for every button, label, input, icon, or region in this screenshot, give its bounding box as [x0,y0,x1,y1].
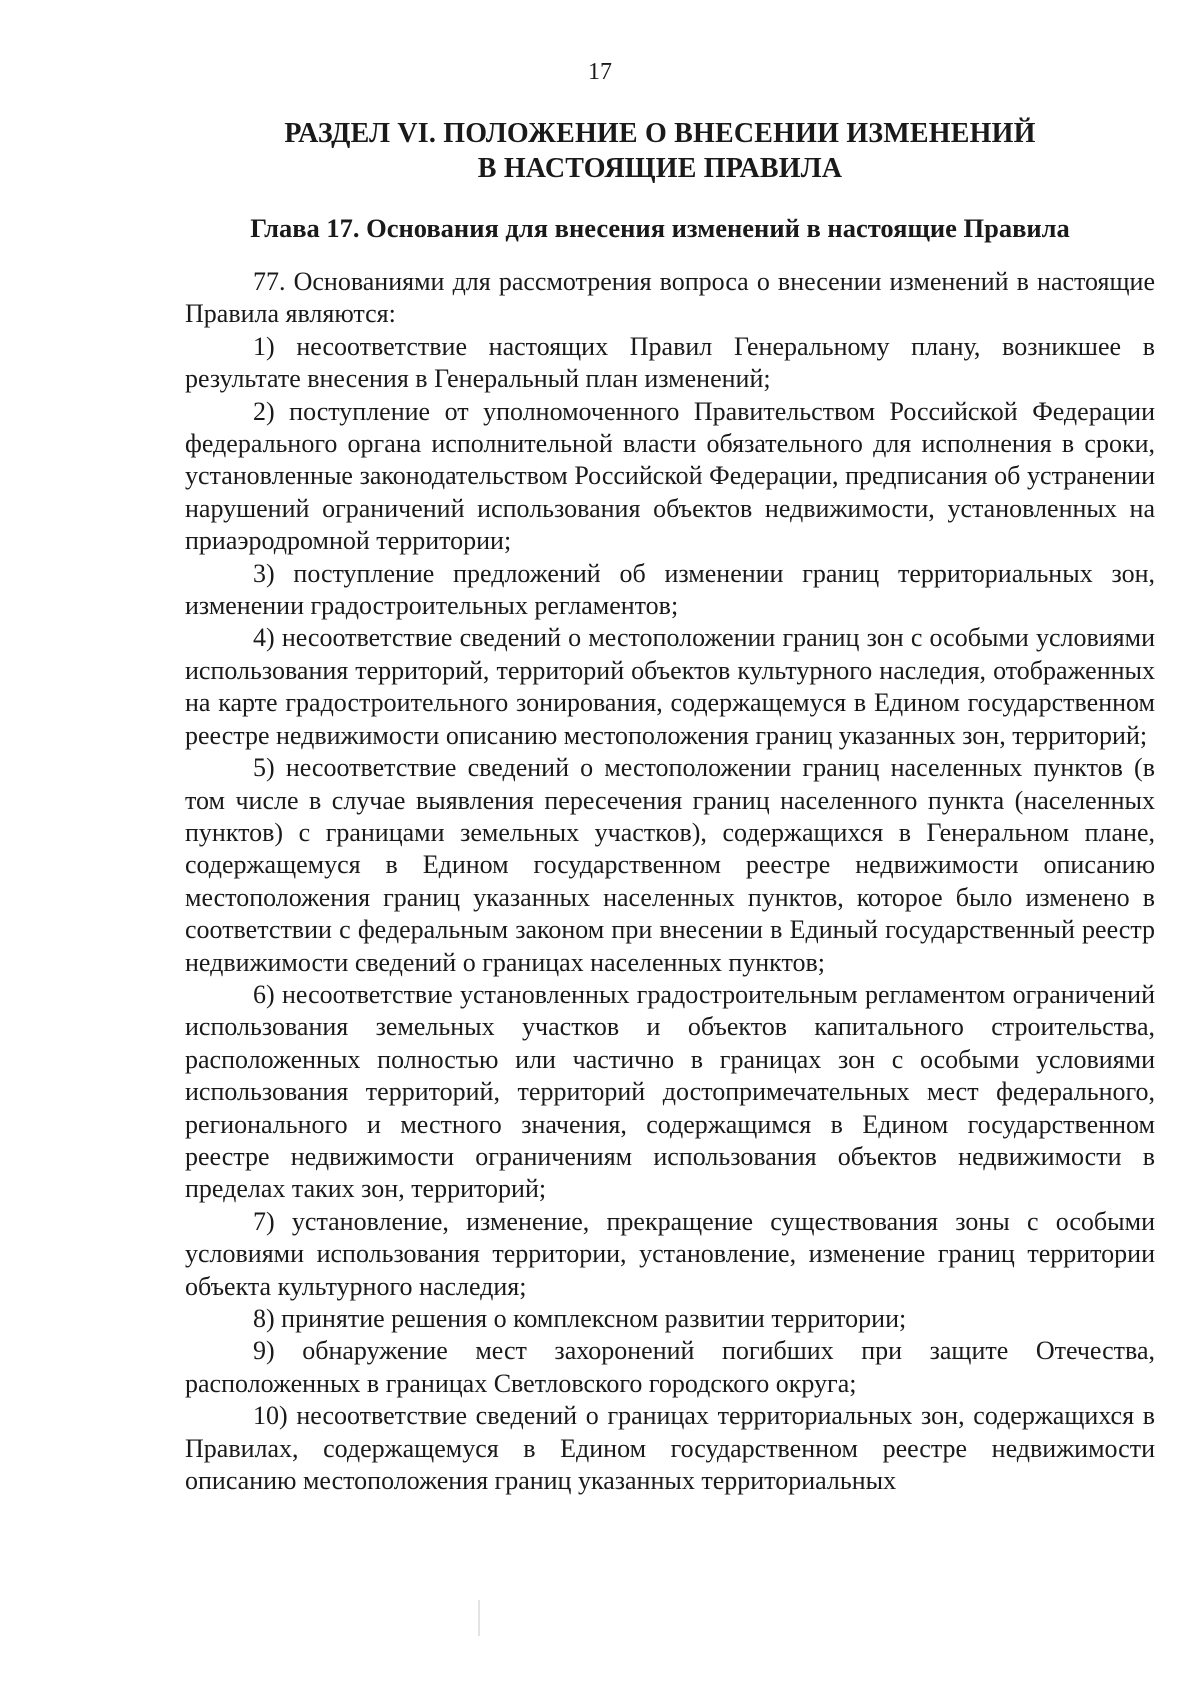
scan-artifact [478,1600,480,1636]
list-item-7: 7) установление, изменение, прекращение существования зоны с особыми условиями использования территории, установление, изменение границ территории объекта культурного наследия; [185,1206,1155,1301]
paragraph-77-intro: 77. Основаниями для рассмотрения вопроса о внесении изменений в настоящие Правила являются: [185,267,1155,329]
list-item-8: 8) принятие решения о комплексном развитии территории; [253,1304,907,1333]
list-item-3: 3) поступление предложений об изменении границ территориальных зон, изменении градостроительных регламентов; [185,558,1155,621]
list-item-9: 9) обнаружение мест захоронений погибших при защите Отечества, расположенных в границах Светловского городского округа; [185,1336,1155,1398]
page-number: 17 [588,59,612,85]
document-body [185,266,1155,1497]
list-item-10: 10) несоответствие сведений о границах территориальных зон, содержащихся в Правилах, содержащемуся в Едином государственном реестре недвижимости описанию местоположения границ указанных территориальных [185,1401,1155,1496]
list-item-6: 6) несоответствие установленных градостроительным регламентом ограничений использования земельных участков и объектов капитального строительства, расположенных полностью или частично в границах зон с особыми условиями использования территорий, территорий достопримечательных мест федерального, регионального и местного значения, содержащимся в Едином государственном реестре недвижимости ограничениям использования объектов недвижимости в пределах таких зон, территорий; [185,979,1155,1204]
section-title [180,116,1140,186]
list-item-4: 4) несоответствие сведений о местоположении границ зон с особыми условиями использования территорий, территорий объектов культурного наследия, отображенных на карте градостроительного зонирования, содержащемуся в Едином государственном реестре недвижимости описанию местоположения границ указанных зон, территорий; [185,623,1155,750]
list-item-5: 5) несоответствие сведений о местоположении границ населенных пунктов (в том числе в случае выявления пересечения границ населенного пункта (населенных пунктов) с границами земельных участков), содержащихся в Генеральном плане, содержащемуся в Едином государственном реестре недвижимости описанию местоположения границ указанных населенных пунктов, которое было изменено в соответствии с федеральным законом при внесении в Единый государственный реестр недвижимости сведений о границах населенных пунктов; [185,753,1155,977]
section-title-line-1: РАЗДЕЛ VI. ПОЛОЖЕНИЕ О ВНЕСЕНИИ ИЗМЕНЕНИЙ [284,118,1036,149]
list-item-1: 1) несоответствие настоящих Правил Генеральному плану, возникшее в результате внесения в Генеральный план изменений; [185,331,1155,394]
chapter-title: Глава 17. Основания для внесения изменений в настоящие Правила [250,213,1070,243]
section-title-line-2: В НАСТОЯЩИЕ ПРАВИЛА [477,153,843,184]
list-item-2: 2) поступление от уполномоченного Правительством Российской Федерации федерального органа исполнительной власти обязательного для исполнения в сроки, установленные законодательством Российской Федерации, предписания об устранении нарушений ограничений использования объектов недвижимости, установленных на приаэродромной территории; [185,396,1155,556]
